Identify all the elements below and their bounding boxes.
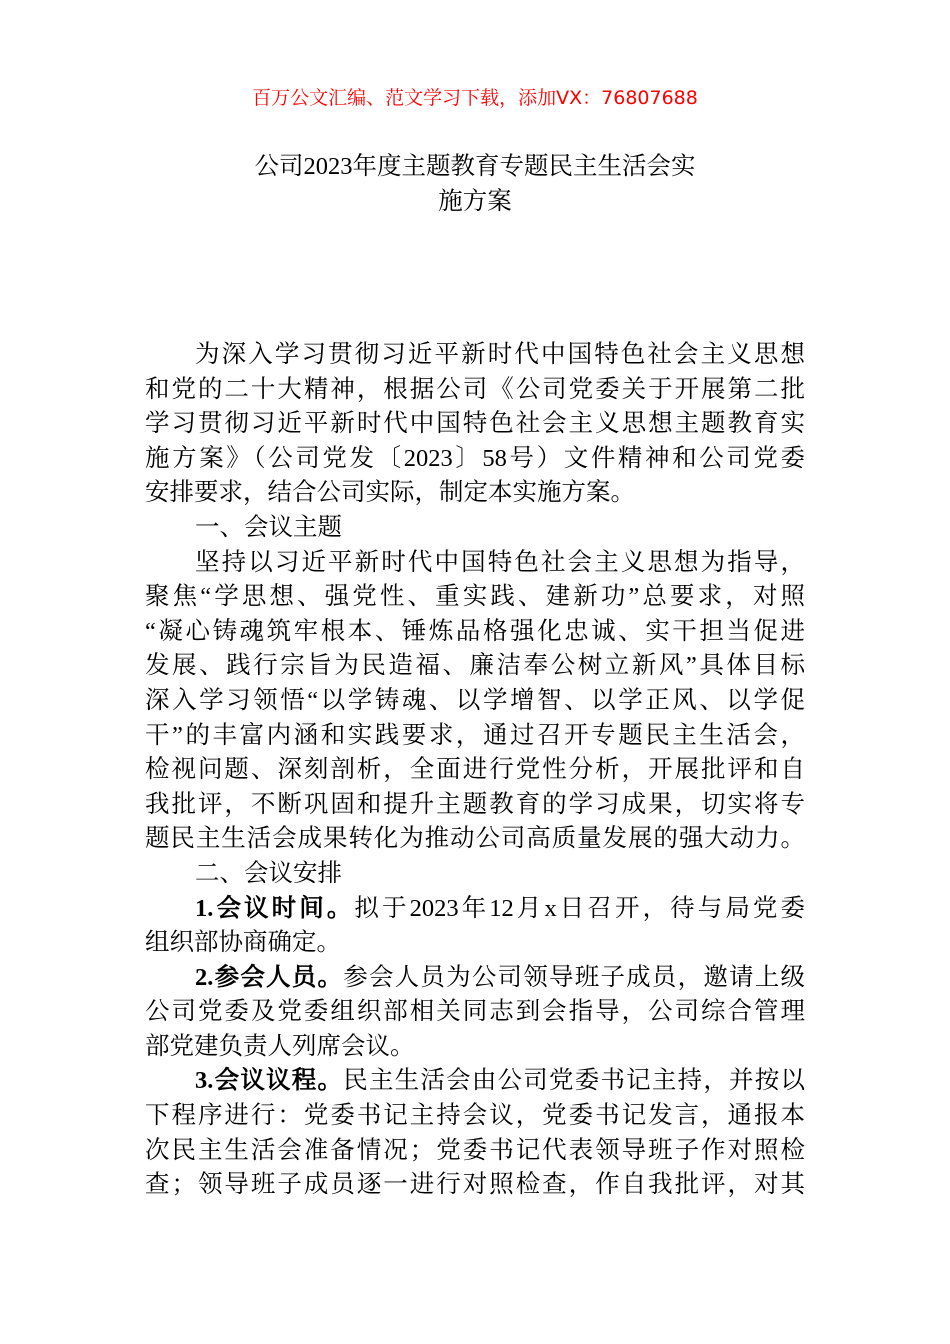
item-3-line-2: 下程序进行：党委书记主持会议，党委书记发言，通报本 bbox=[145, 1102, 805, 1130]
intro-line-2: 和党的二十大精神，根据公司《公司党委关于开展第二批 bbox=[145, 375, 805, 403]
item-2-text: 参会人员为公司领导班子成员，邀请上级 bbox=[343, 963, 806, 991]
item-2-line-2: 公司党委及党委组织部相关同志到会指导，公司综合管理 bbox=[145, 998, 805, 1026]
intro-line-5: 安排要求，结合公司实际，制定本实施方案。 bbox=[145, 479, 635, 507]
section-1-line-9: 题民主生活会成果转化为推动公司高质量发展的强大动力。 bbox=[145, 825, 805, 853]
item-2-line-3: 部党建负责人列席会议。 bbox=[145, 1032, 415, 1060]
watermark-header: 百万公文汇编、范文学习下载，添加VX：76807688 bbox=[252, 87, 698, 109]
intro-line-1: 为深入学习贯彻习近平新时代中国特色社会主义思想 bbox=[195, 341, 805, 368]
section-1-line-4: 发展、践行宗旨为民造福、廉洁奉公树立新风”具体目标 bbox=[145, 652, 805, 680]
item-1-label: 1.会议时间。 bbox=[195, 894, 355, 922]
item-3-line-4: 查；领导班子成员逐一进行对照检查，作自我批评，对其 bbox=[145, 1171, 805, 1199]
section-1-line-6: 干”的丰富内涵和实践要求，通过召开专题民主生活会， bbox=[145, 721, 805, 749]
section-1-line-5: 深入学习领悟“以学铸魂、以学增智、以学正风、以学促 bbox=[145, 686, 805, 714]
section-2-heading: 二、会议安排 bbox=[195, 859, 342, 887]
item-2-label: 2.参会人员。 bbox=[195, 963, 344, 991]
document-title bbox=[120, 150, 830, 219]
section-1-line-1: 坚持以习近平新时代中国特色社会主义思想为指导， bbox=[195, 548, 805, 576]
document-body bbox=[0, 338, 950, 1203]
item-3-label: 3.会议议程。 bbox=[195, 1067, 344, 1095]
section-1-heading: 一、会议主题 bbox=[195, 513, 342, 541]
item-1-text: 拟于2023年12月x日召开，待与局党委 bbox=[354, 894, 806, 922]
title-line-1: 公司2023年度主题教育专题民主生活会实 bbox=[254, 153, 696, 180]
section-1-line-8: 我批评，不断巩固和提升主题教育的学习成果，切实将专 bbox=[145, 790, 805, 818]
item-3-text: 民主生活会由公司党委书记主持，并按以 bbox=[343, 1067, 806, 1095]
intro-line-3: 学习贯彻习近平新时代中国特色社会主义思想主题教育实 bbox=[145, 410, 805, 438]
section-1-line-7: 检视问题、深刻剖析，全面进行党性分析，开展批评和自 bbox=[145, 756, 805, 784]
item-2-line-1 bbox=[195, 961, 805, 996]
title-line-2: 施方案 bbox=[438, 187, 512, 215]
section-1-line-3: “凝心铸魂筑牢根本、锤炼品格强化忠诚、实干担当促进 bbox=[145, 617, 805, 645]
section-1-line-2: 聚焦“学思想、强党性、重实践、建新功”总要求，对照 bbox=[145, 583, 805, 611]
item-3-line-3: 次民主生活会准备情况；党委书记代表领导班子作对照检 bbox=[145, 1136, 805, 1164]
item-1-line-1 bbox=[195, 892, 805, 927]
intro-line-4: 施方案》（公司党发〔2023〕58号）文件精神和公司党委 bbox=[145, 444, 805, 472]
item-1-line-2: 组织部协商确定。 bbox=[145, 929, 341, 957]
item-3-line-1 bbox=[195, 1064, 805, 1099]
